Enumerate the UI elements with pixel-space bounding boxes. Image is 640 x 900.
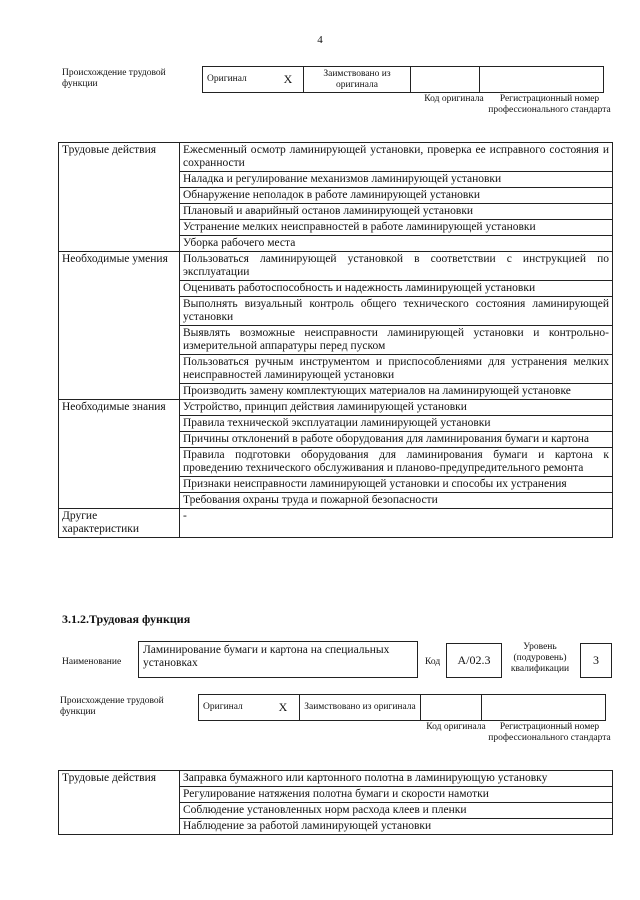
row-label: Трудовые действия [59, 771, 180, 787]
reg-cell-2 [482, 695, 606, 721]
original-label-2: Оригинал [199, 695, 268, 721]
row-item: Причины отклонений в работе оборудования для ламинирования бумаги и картона [180, 432, 613, 448]
code-cell-2 [421, 695, 482, 721]
row-label [59, 803, 180, 819]
row-item: Наблюдение за работой ламинирующей установки [180, 819, 613, 835]
code-cell [411, 67, 480, 93]
actions-table [58, 770, 613, 835]
row-label: Другие характеристики [59, 509, 180, 538]
row-item: Устранение мелких неисправностей в работе ламинирующей установки [180, 220, 613, 236]
table-row [59, 355, 613, 384]
table-row [59, 416, 613, 432]
origin-table-2 [198, 694, 606, 721]
row-label [59, 188, 180, 204]
row-item: Правила технической эксплуатации ламинирующей установки [180, 416, 613, 432]
row-label [59, 819, 180, 835]
row-item: Наладка и регулирование механизмов ламинирующей установки [180, 172, 613, 188]
row-item: Оценивать работоспособность и надежность ламинирующей установки [180, 281, 613, 297]
name-value: Ламинирование бумаги и картона на специальных установках [138, 641, 418, 678]
table-row [59, 771, 613, 787]
row-item: Выявлять возможные неисправности ламинирующей установки и контрольно-измерительной аппаратуры перед пуском [180, 326, 613, 355]
row-label [59, 477, 180, 493]
row-item: Заправка бумажного или картонного полотна в ламинирующую установку [180, 771, 613, 787]
row-label: Необходимые знания [59, 400, 180, 416]
table-row [59, 400, 613, 416]
row-item: Ежесменный осмотр ламинирующей установки, проверка ее исправного состояния и сохранности [180, 143, 613, 172]
section-title: 3.1.2.Трудовая функция [62, 612, 191, 626]
table-row [59, 787, 613, 803]
code-caption-2: Код оригинала [426, 722, 486, 732]
origin-label-2: Происхождение трудовой функции [60, 696, 164, 717]
row-label [59, 220, 180, 236]
row-label: Трудовые действия [59, 143, 180, 172]
row-item: Правила подготовки оборудования для ламинирования бумаги и картона к проведению технического обслуживания и планово-предупредительного ремонта [180, 448, 613, 477]
row-item: Выполнять визуальный контроль общего технического состояния ламинирующей установки [180, 297, 613, 326]
code-value: А/02.3 [446, 643, 502, 678]
table-row [59, 803, 613, 819]
level-value: 3 [580, 643, 612, 678]
table-row [59, 220, 613, 236]
code-caption: Код оригинала [424, 94, 484, 104]
row-label [59, 236, 180, 252]
row-label [59, 204, 180, 220]
table-row [59, 236, 613, 252]
table-row [59, 819, 613, 835]
row-label: Необходимые умения [59, 252, 180, 281]
reg-cell [480, 67, 604, 93]
origin-label: Происхождение трудовой функции [62, 68, 166, 89]
table-row [59, 326, 613, 355]
row-label [59, 297, 180, 326]
page-number: 4 [317, 34, 323, 46]
table-row [59, 297, 613, 326]
row-item: Плановый и аварийный останов ламинирующей установки [180, 204, 613, 220]
table-row [59, 172, 613, 188]
row-label [59, 355, 180, 384]
row-label [59, 384, 180, 400]
row-label [59, 172, 180, 188]
origin-table [202, 66, 604, 93]
row-item: - [180, 509, 613, 538]
table-row [59, 448, 613, 477]
row-item: Устройство, принцип действия ламинирующей установки [180, 400, 613, 416]
name-label: Наименование [62, 657, 122, 667]
row-label [59, 416, 180, 432]
row-item: Уборка рабочего места [180, 236, 613, 252]
reg-caption-2: Регистрационный номер профессионального стандарта [488, 722, 611, 743]
code-label: Код [425, 657, 441, 667]
row-item: Требования охраны труда и пожарной безопасности [180, 493, 613, 509]
row-label [59, 326, 180, 355]
row-label [59, 281, 180, 297]
row-label [59, 448, 180, 477]
table-row [59, 281, 613, 297]
table-row [59, 188, 613, 204]
table-row [59, 493, 613, 509]
original-mark-2: X [267, 695, 300, 721]
level-label: Уровень (подуровень) квалификации [510, 642, 570, 674]
table-row [59, 252, 613, 281]
reg-caption: Регистрационный номер профессионального стандарта [488, 94, 611, 115]
row-item: Производить замену комплектующих материалов на ламинирующей установке [180, 384, 613, 400]
row-label [59, 787, 180, 803]
table-row [59, 143, 613, 172]
table-row [59, 204, 613, 220]
table-row [59, 432, 613, 448]
row-item: Обнаружение неполадок в работе ламинирующей установки [180, 188, 613, 204]
row-item: Признаки неисправности ламинирующей установки и способы их устранения [180, 477, 613, 493]
row-item: Пользоваться ламинирующей установкой в соответствии с инструкцией по эксплуатации [180, 252, 613, 281]
table-row [59, 509, 613, 538]
borrowed-label: Заимствовано из оригинала [304, 67, 411, 93]
table-row [59, 477, 613, 493]
row-item: Соблюдение установленных норм расхода клеев и пленки [180, 803, 613, 819]
table-row [59, 384, 613, 400]
row-item: Регулирование натяжения полотна бумаги и скорости намотки [180, 787, 613, 803]
original-label: Оригинал [203, 67, 274, 93]
borrowed-label-2: Заимствовано из оригинала [300, 695, 421, 721]
row-label [59, 493, 180, 509]
row-item: Пользоваться ручным инструментом и приспособлениями для устранения мелких неисправностей ламинирующей установки [180, 355, 613, 384]
row-label [59, 432, 180, 448]
competence-table [58, 142, 613, 538]
original-mark: X [273, 67, 304, 93]
